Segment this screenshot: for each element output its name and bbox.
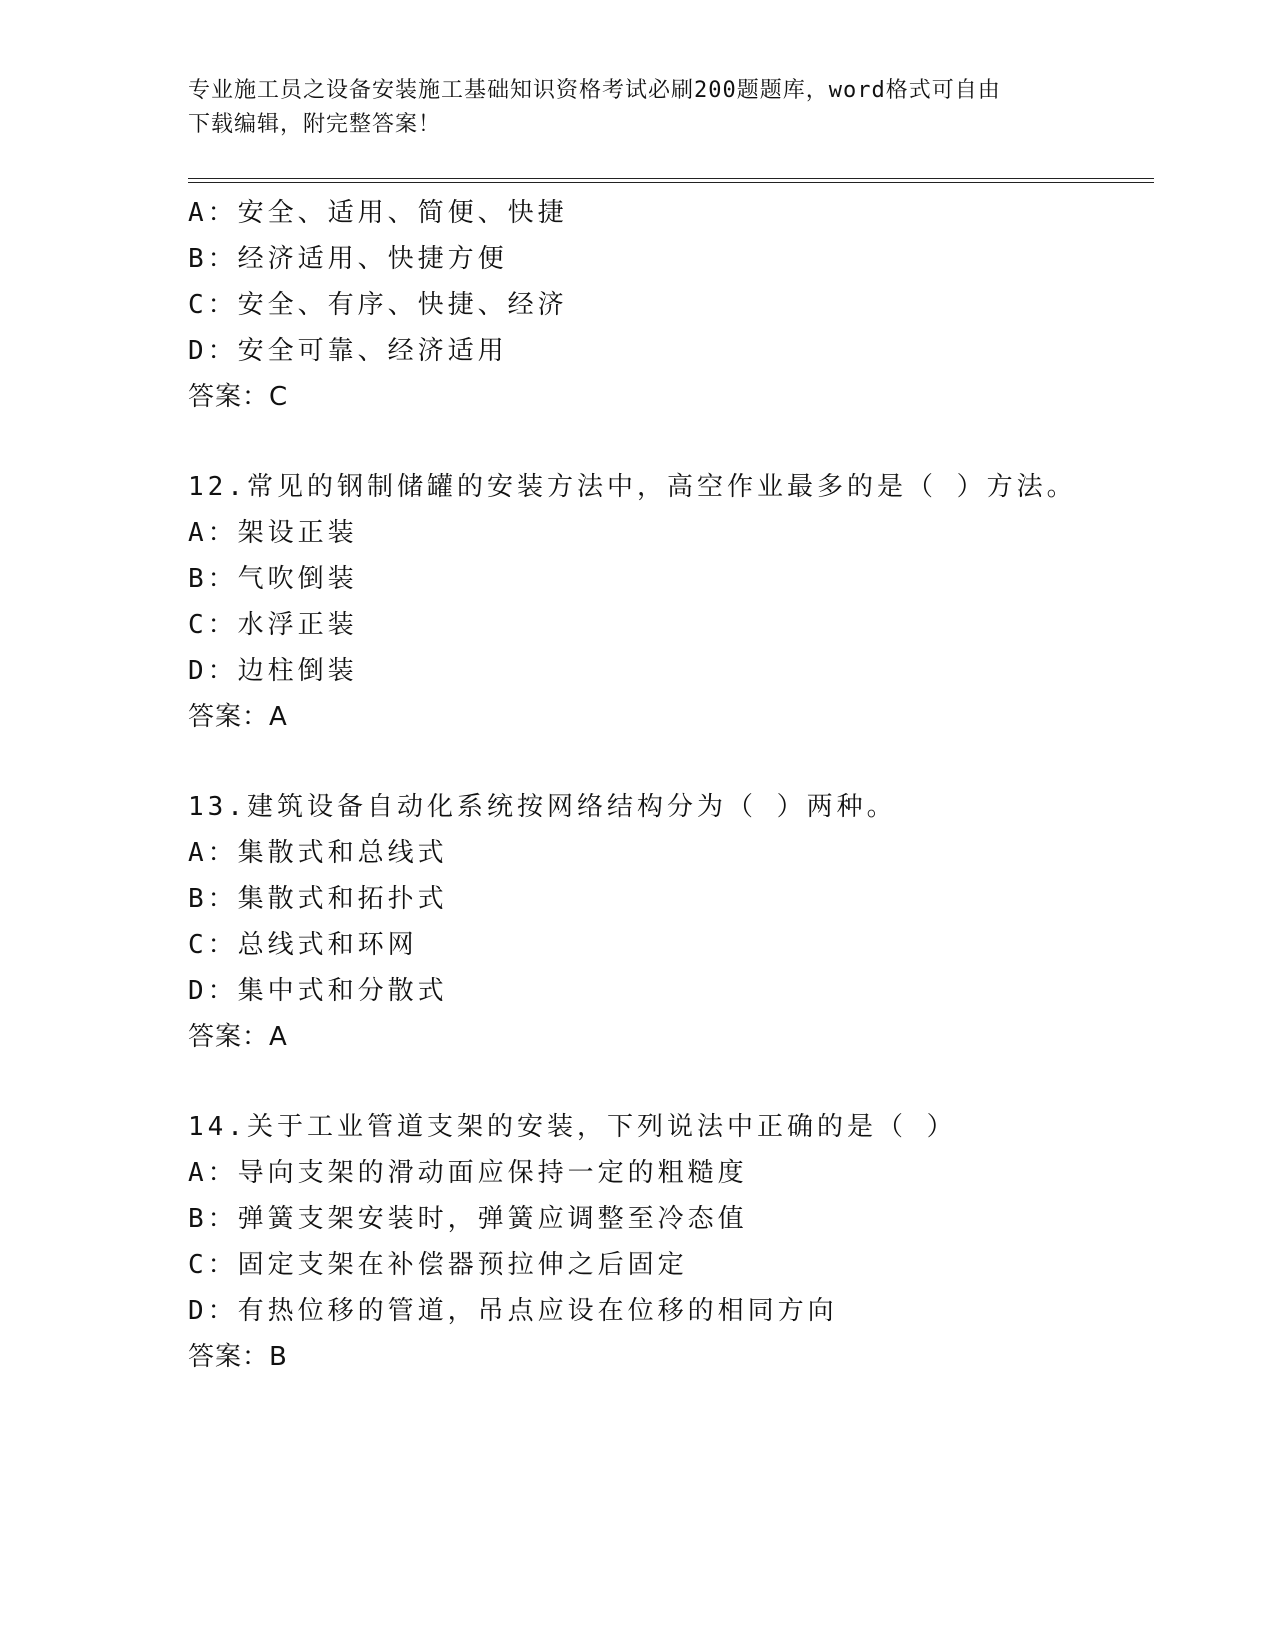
option-d: D：边柱倒装 xyxy=(188,656,358,686)
question-text: 13.建筑设备自动化系统按网络结构分为（ ）两种。 xyxy=(188,792,897,822)
option-c: C：固定支架在补偿器预拉伸之后固定 xyxy=(188,1250,688,1280)
question-block-12 xyxy=(188,464,1148,740)
header-line-1: 专业施工员之设备安装施工基础知识资格考试必刷200题题库，word格式可自由 xyxy=(188,78,1001,103)
option-a: A：导向支架的滑动面应保持一定的粗糙度 xyxy=(188,1158,748,1188)
option-c: C：总线式和环网 xyxy=(188,930,418,960)
question-block-11 xyxy=(188,190,1148,420)
question-text: 12.常见的钢制储罐的安装方法中，高空作业最多的是（ ）方法。 xyxy=(188,472,1077,502)
document-header xyxy=(188,74,1068,142)
question-block-14 xyxy=(188,1104,1148,1380)
header-divider xyxy=(188,178,1154,183)
answer-line: 答案：A xyxy=(188,702,288,732)
answer-line: 答案：B xyxy=(188,1342,288,1372)
option-b: B：经济适用、快捷方便 xyxy=(188,244,508,274)
option-b: B：集散式和拓扑式 xyxy=(188,884,448,914)
answer-line: 答案：C xyxy=(188,382,289,412)
option-a: A：集散式和总线式 xyxy=(188,838,448,868)
option-c: C：水浮正装 xyxy=(188,610,358,640)
question-list xyxy=(188,190,1148,1380)
option-a: A：架设正装 xyxy=(188,518,358,548)
option-c: C：安全、有序、快捷、经济 xyxy=(188,290,568,320)
header-line-2: 下载编辑，附完整答案！ xyxy=(188,112,442,137)
answer-line: 答案：A xyxy=(188,1022,288,1052)
option-d: D：安全可靠、经济适用 xyxy=(188,336,508,366)
option-a: A：安全、适用、简便、快捷 xyxy=(188,198,568,228)
option-b: B：气吹倒装 xyxy=(188,564,358,594)
option-b: B：弹簧支架安装时，弹簧应调整至冷态值 xyxy=(188,1204,748,1234)
question-text: 14.关于工业管道支架的安装，下列说法中正确的是（ ） xyxy=(188,1112,957,1142)
question-block-13 xyxy=(188,784,1148,1060)
option-d: D：集中式和分散式 xyxy=(188,976,448,1006)
option-d: D：有热位移的管道，吊点应设在位移的相同方向 xyxy=(188,1296,838,1326)
